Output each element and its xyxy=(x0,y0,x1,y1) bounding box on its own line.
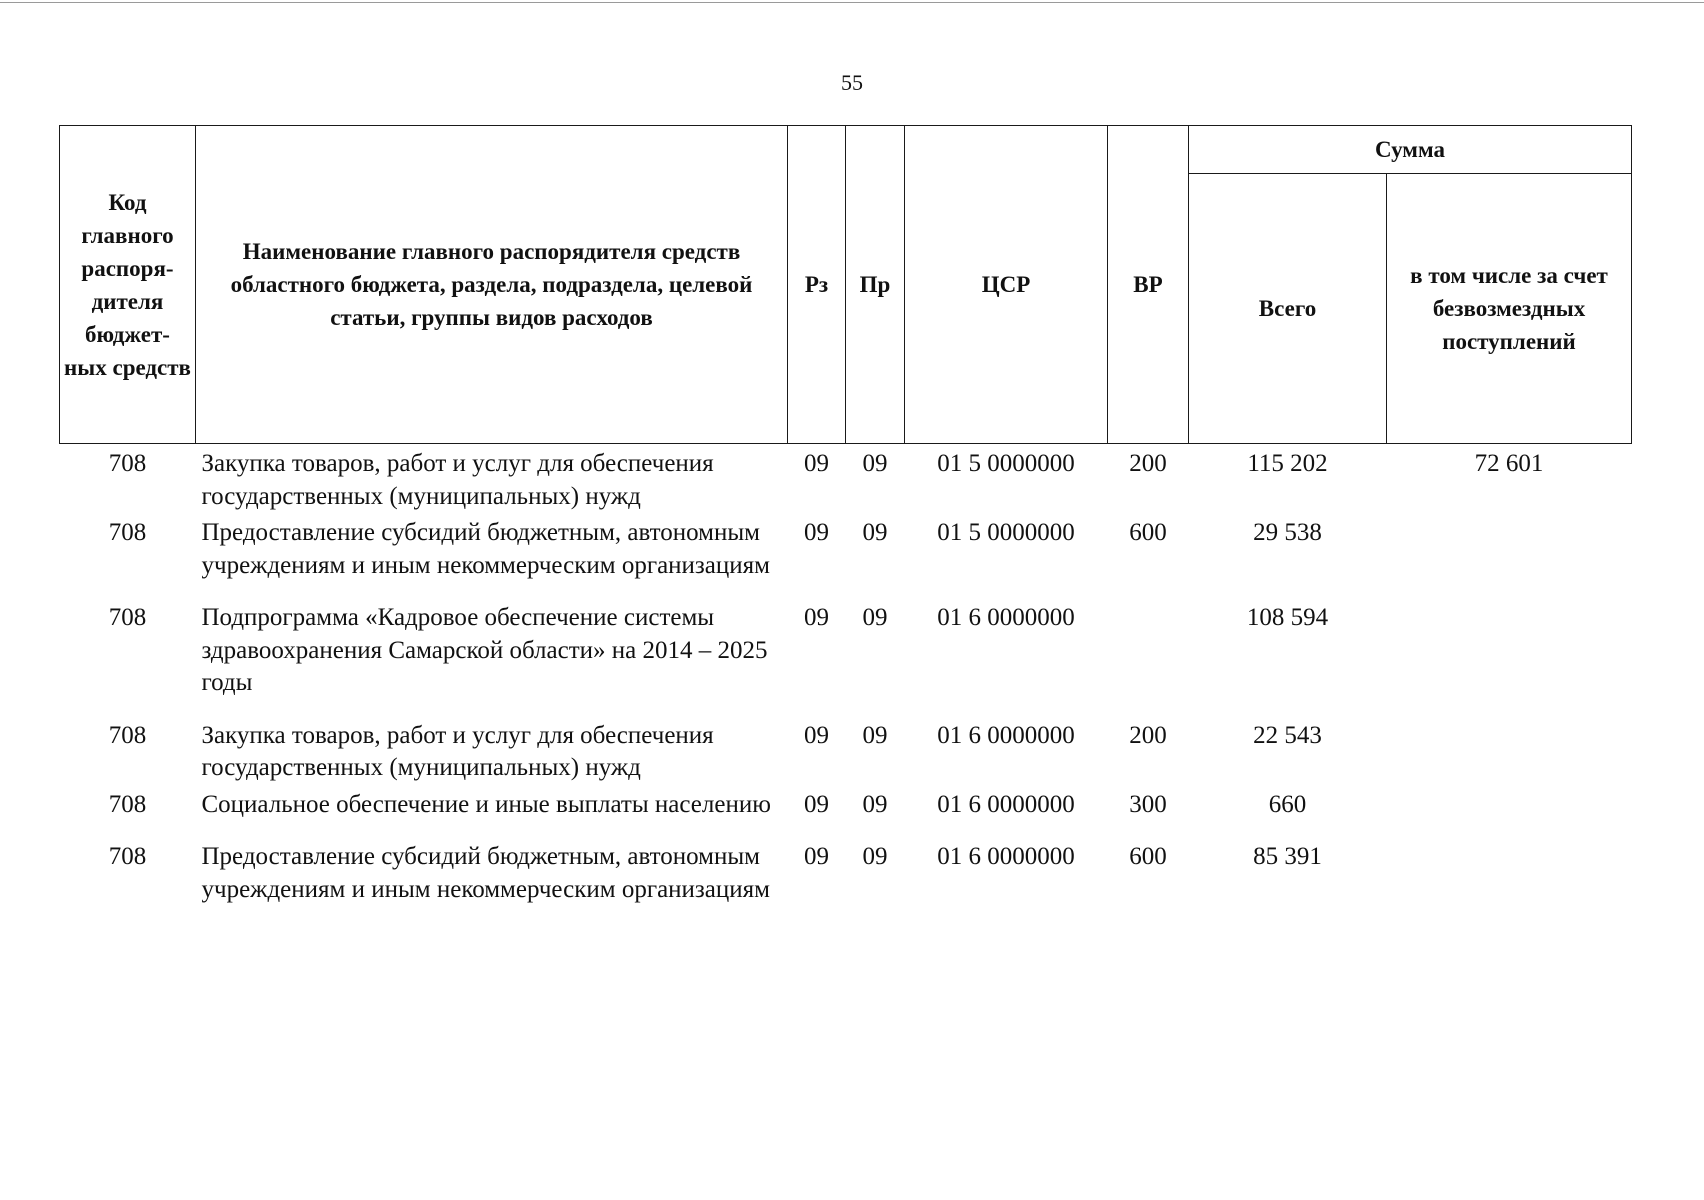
cell-code: 708 xyxy=(108,843,147,870)
cell-rz: 09 xyxy=(804,843,829,870)
row-spacer xyxy=(60,821,1632,837)
header-csr: ЦСР xyxy=(905,126,1108,444)
header-pr: Пр xyxy=(846,126,905,444)
cell-csr: 01 5 0000000 xyxy=(937,450,1075,477)
cell-csr: 01 6 0000000 xyxy=(937,790,1075,818)
header-rz: Рз xyxy=(788,126,846,444)
cell-csr: 01 6 0000000 xyxy=(937,604,1075,631)
cell-vr: 600 xyxy=(1129,519,1167,546)
cell-total: 85 391 xyxy=(1253,843,1322,870)
table-header xyxy=(60,126,1632,444)
table-body xyxy=(60,444,1632,907)
cell-pr: 09 xyxy=(862,790,888,818)
cell-pr: 09 xyxy=(862,843,888,870)
cell-total: 29 538 xyxy=(1253,519,1322,546)
header-total: Всего xyxy=(1189,174,1387,444)
cell-name: Закупка товаров, работ и услуг для обеспечения государственных (муниципальных) нужд xyxy=(201,721,714,781)
table-row xyxy=(60,785,1632,822)
cell-pr: 09 xyxy=(862,450,888,477)
page-number: 55 xyxy=(841,70,863,95)
cell-name: Подпрограмма «Кадровое обеспечение системы здравоохранения Самарской области» на 2014 – 2025 годы xyxy=(201,604,768,696)
cell-total: 115 202 xyxy=(1247,450,1328,477)
table-row xyxy=(60,513,1632,582)
cell-code: 708 xyxy=(108,450,147,477)
budget-table xyxy=(59,125,1632,906)
cell-name: Предоставление субсидий бюджетным, автономным учреждениям и иным некоммерческим организациям xyxy=(201,519,770,579)
header-gratis: в том числе за счет безвозмездных поступлений xyxy=(1387,174,1632,444)
cell-vr: 600 xyxy=(1129,843,1167,870)
cell-pr: 09 xyxy=(862,721,888,749)
cell-rz: 09 xyxy=(804,721,829,749)
cell-name: Социальное обеспечение и иные выплаты населению xyxy=(201,790,771,818)
table-row xyxy=(60,598,1632,700)
cell-csr: 01 5 0000000 xyxy=(937,519,1075,546)
cell-csr: 01 6 0000000 xyxy=(937,721,1075,749)
cell-total: 660 xyxy=(1268,790,1307,818)
cell-code: 708 xyxy=(108,519,147,546)
cell-gratis xyxy=(1387,785,1632,822)
scan-edge-line xyxy=(0,2,1704,3)
cell-gratis xyxy=(1387,837,1632,906)
cell-vr: 300 xyxy=(1129,790,1167,818)
cell-pr: 09 xyxy=(862,519,888,546)
row-spacer xyxy=(60,582,1632,598)
cell-rz: 09 xyxy=(804,450,829,477)
table-row xyxy=(60,444,1632,514)
cell-code: 708 xyxy=(108,790,147,818)
cell-code: 708 xyxy=(108,604,147,631)
cell-vr: 200 xyxy=(1129,721,1167,749)
cell-rz: 09 xyxy=(804,790,829,818)
cell-gratis xyxy=(1387,716,1632,785)
header-code: Код главного распоря-дителя бюджет-ных средств xyxy=(60,126,196,444)
cell-csr: 01 6 0000000 xyxy=(937,843,1075,870)
cell-code: 708 xyxy=(108,721,147,749)
row-spacer xyxy=(60,700,1632,716)
cell-total: 22 543 xyxy=(1253,721,1322,749)
table-row xyxy=(60,837,1632,906)
cell-pr: 09 xyxy=(862,604,888,631)
cell-rz: 09 xyxy=(804,604,829,631)
cell-name: Закупка товаров, работ и услуг для обеспечения государственных (муниципальных) нужд xyxy=(201,450,714,510)
cell-rz: 09 xyxy=(804,519,829,546)
header-name: Наименование главного распорядителя средств областного бюджета, раздела, подраздела, целевой статьи, группы видов расходов xyxy=(196,126,788,444)
cell-name: Предоставление субсидий бюджетным, автономным учреждениям и иным некоммерческим организациям xyxy=(201,843,770,903)
cell-vr: 200 xyxy=(1129,450,1167,477)
cell-gratis xyxy=(1387,513,1632,582)
cell-gratis xyxy=(1387,598,1632,700)
header-sum: Сумма xyxy=(1189,126,1632,174)
header-vr: ВР xyxy=(1108,126,1189,444)
cell-gratis: 72 601 xyxy=(1474,450,1544,477)
table-row xyxy=(60,716,1632,785)
cell-vr xyxy=(1108,598,1189,700)
cell-total: 108 594 xyxy=(1246,604,1329,631)
